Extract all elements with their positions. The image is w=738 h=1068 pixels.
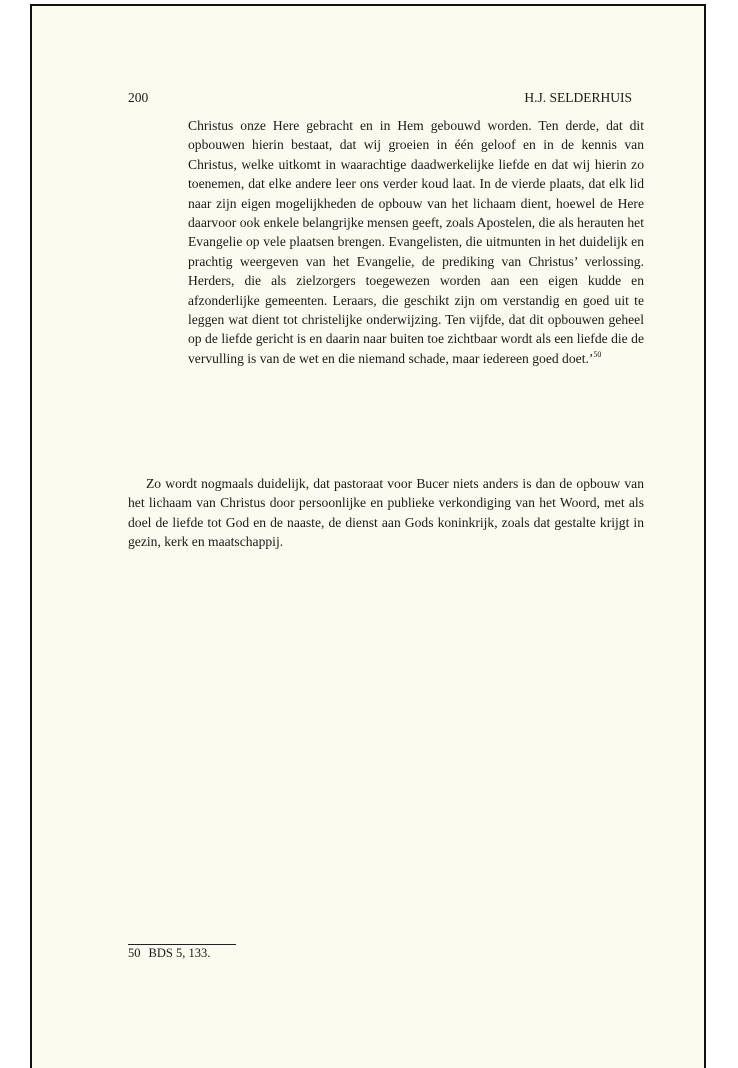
footnote-text: BDS 5, 133. [148,946,211,960]
running-header [128,90,632,106]
footnote-number: 50 [128,946,141,960]
page-number: 200 [128,90,149,105]
footnote [128,946,210,961]
book-page [30,4,706,1068]
block-quote-text: Christus onze Here gebracht en in Hem gebouwd worden. Ten derde, dat dit opbouwen hierin bestaat, dat wij groeien in één geloof en in de kennis van Christus, welke uitkomt in waarachtige daadwerkelijke liefde en dat wij hierin zo toenemen, dat elke andere leer ons verder koud laat. In de vierde plaats, dat elk lid naar zijn eigen mogelijkheden de opbouw van het lichaam dient, hoewel de Here daarvoor ook enkele belangrijke mensen geeft, zoals Apostelen, die als herauten het Evangelie op vele plaatsen brengen. Evangelisten, die uitmunten in het duidelijk en prachtig weergeven van het Evangelie, de prediking van Christus’ verlossing. Herders, die als zielzorgers toegewezen worden aan een eigen kudde en afzonderlijke gemeenten. Leraars, die geschikt zijn om verstandig en goed uit te leggen wat dient tot christelijke onderwijzing. Ten vijfde, dat dit opbouwen geheel op de liefde gericht is en daarin naar buiten toe zichtbaar wordt als een liefde die de vervulling is van de wet en die niemand schade, maar iedereen goed doet.’ [188,118,644,366]
footnote-reference[interactable]: 50 [593,349,602,359]
block-quote [188,116,644,368]
footnote-divider [128,944,236,945]
body-paragraph: Zo wordt nogmaals duidelijk, dat pastoraat voor Bucer niets anders is dan de opbouw van het lichaam van Christus door persoonlijke en publieke verkondiging van het Woord, met als doel de liefde tot God en de naaste, de dienst aan Gods koninkrijk, zoals dat gestalte krijgt in gezin, kerk en maatschappij. [128,476,644,550]
running-title: H.J. SELDERHUIS [524,90,632,105]
